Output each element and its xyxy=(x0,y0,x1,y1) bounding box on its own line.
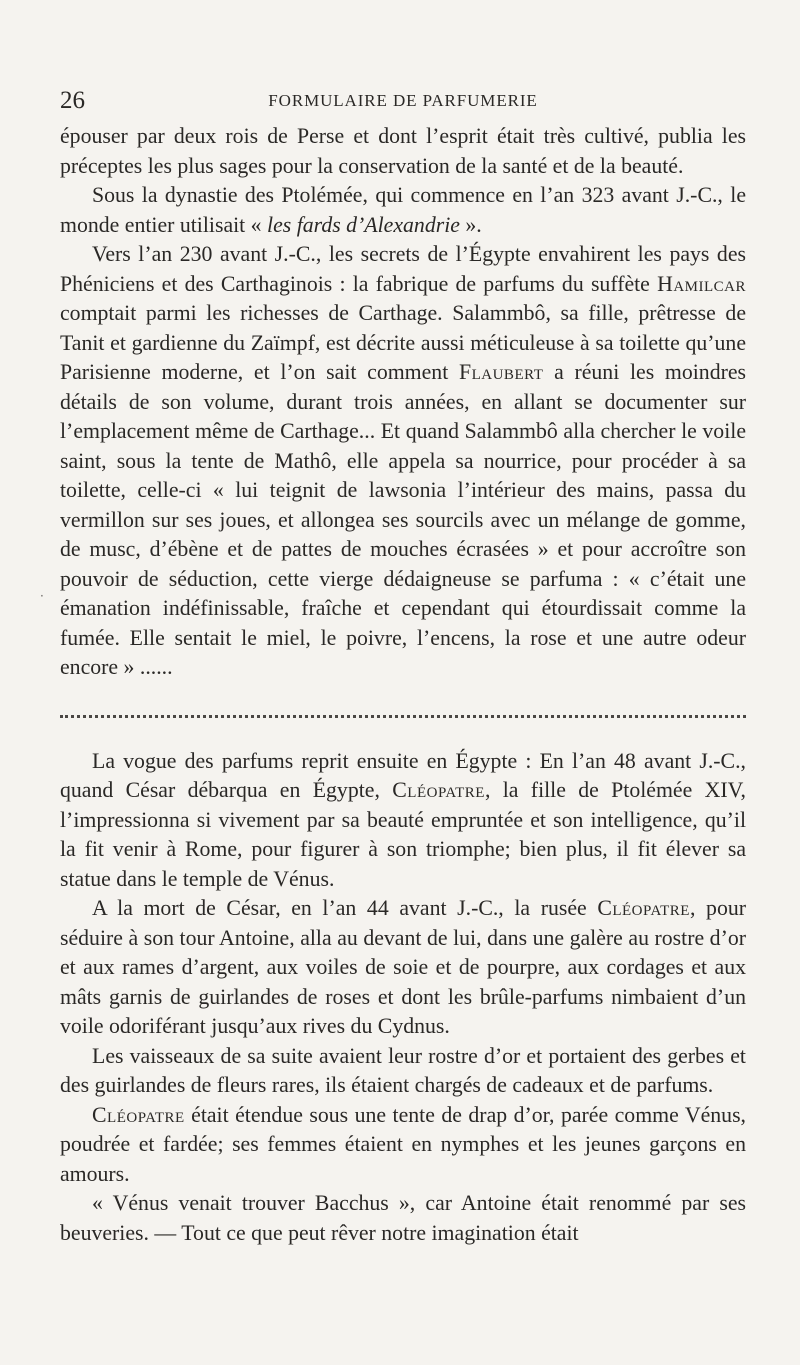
small-caps-name: Cléopatre xyxy=(392,778,485,802)
paragraph: La vogue des parfums reprit ensuite en Égypte : En l’an 48 avant J.-C., quand César débarqua en Égypte, Cléopatre, la fille de Ptolémée XIV, l’impressionna si vivement par sa beauté empruntée et son intelligence, qu’il la fit venir à Rome, pour figurer à son triomphe; bien plus, il fit élever sa statue dans le temple de Vénus. xyxy=(60,748,747,891)
body-text xyxy=(60,122,746,1248)
small-caps-name: Cléopatre xyxy=(92,1102,185,1127)
paragraph: Vers l’an 230 avant J.-C., les secrets de l’Égypte envahirent les pays des Phéniciens et des Carthaginois : la fabrique de parfums du suffète Hamilcar comptait parmi les richesses de Carthage. Salammbô, sa fille, prêtresse de Tanit et gardienne du Zaïmpf, est décrite aussi méticuleuse à sa toilette qu’une Parisienne moderne, et l’on sait comment Flaubert a réuni les moindres détails de son volume, durant trois années, en allant se documenter sur l’emplacement même de Carthage... Et quand Salammbô alla chercher le voile saint, sous la tente de Mathô, elle appela sa nourrice, pour procéder à sa toilette, celle-ci « lui teignit de lawsonia l’intérieur des mains, passa du vermillon sur ses joues, et allongea ses sourcils avec un mélange de gomme, de musc, d’ébène et de pattes de mouches écrasées » et pour accroître son pouvoir de séduction, cette vierge dédaigneuse se parfuma : « c’était une émanation indéfinissable, fraîche et cependant qui étourdissait comme la fumée. Elle sentait le miel, le poivre, l’encens, la rose et une autre odeur encore » ...... xyxy=(60,242,747,679)
paragraph: Sous la dynastie des Ptolémée, qui commence en l’an 323 avant J.-C., le monde entier utilisait « les fards d’Alexandrie ». xyxy=(60,183,746,237)
margin-mark: · xyxy=(40,589,44,603)
paragraph: « Vénus venait trouver Bacchus », car Antoine était renommé par ses beuveries. — Tout ce que peut rêver notre imagination était xyxy=(60,1191,746,1245)
dotted-separator xyxy=(60,705,746,718)
paragraph: A la mort de César, en l’an 44 avant J.-C., la rusée Cléopatre, pour séduire à son tour Antoine, alla au devant de lui, dans une galère au rostre d’or et aux rames d’argent, aux voiles de soie et de pourpre, aux cordages et aux mâts garnis de guirlandes de roses et dont les brûle-parfums nimbaient d’un voile odoriférant jusqu’aux rives du Cydnus. xyxy=(60,896,746,1038)
paragraph: épouser par deux rois de Perse et dont l’esprit était très cultivé, publia les préceptes les plus sages pour la conservation de la santé et de la beauté. xyxy=(60,124,746,178)
paragraph: Cléopatre était étendue sous une tente de drap d’or, parée comme Vénus, poudrée et fardée; ses femmes étaient en nymphes et les jeunes garçons en amours. xyxy=(60,1102,746,1186)
paragraph: Les vaisseaux de sa suite avaient leur rostre d’or et portaient des gerbes et des guirlandes de fleurs rares, ils étaient chargés de cadeaux et de parfums. xyxy=(60,1043,746,1097)
italic-title: les fards d’Alexandrie xyxy=(267,212,460,237)
small-caps-name: Hamilcar xyxy=(657,271,746,296)
page-number: 26 xyxy=(60,87,85,114)
small-caps-name: Cléopatre xyxy=(597,896,690,920)
page-header xyxy=(60,86,746,116)
running-title: FORMULAIRE DE PARFUMERIE xyxy=(268,91,538,110)
small-caps-name: Flaubert xyxy=(458,360,544,384)
